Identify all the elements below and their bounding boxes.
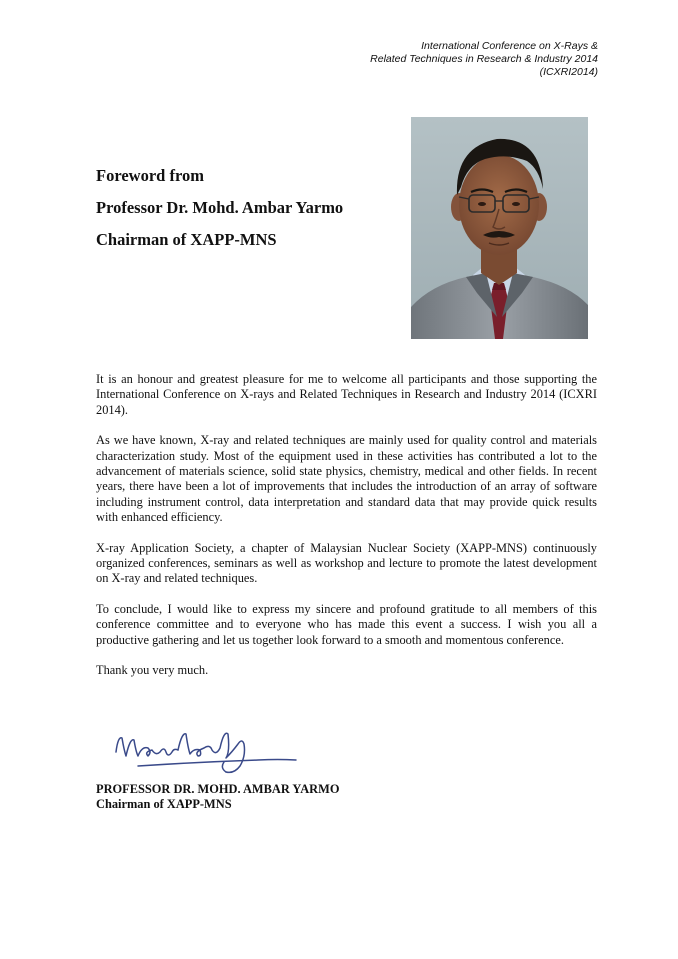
handwritten-signature xyxy=(108,722,303,776)
closing-role: Chairman of XAPP-MNS xyxy=(96,797,232,811)
body-paragraph-1: It is an honour and greatest pleasure for me to welcome all participants and those supporting the International Conference on X-rays and Related Techniques in Research and Industry 2014 (ICXRI 2014). xyxy=(96,372,597,417)
foreword-title xyxy=(96,160,396,256)
body-paragraph-4: To conclude, I would like to express my sincere and profound gratitude to all members of this conference committee and to everyone who has made this event a success. I wish you all a productive gathering and let us together look forward to a smooth and momentous conference. xyxy=(96,601,597,647)
closing-signature-block xyxy=(96,782,496,812)
title-line-name: Professor Dr. Mohd. Ambar Yarmo xyxy=(96,198,344,217)
title-line-role: Chairman of XAPP-MNS xyxy=(96,230,277,249)
running-header xyxy=(198,40,598,79)
closing-name: PROFESSOR DR. MOHD. AMBAR YARMO xyxy=(96,782,340,796)
header-line-2: Related Techniques in Research & Industry 2014 xyxy=(370,53,598,65)
header-line-3: (ICXRI2014) xyxy=(539,66,598,78)
thanks-line: Thank you very much. xyxy=(96,663,209,678)
body-paragraph-3: X-ray Application Society, a chapter of Malaysian Nuclear Society (XAPP-MNS) continuously organized conferences, seminars as well as workshop and lecture to promote the latest development on X-ray and related techniques. xyxy=(96,540,597,586)
portrait-photo xyxy=(411,117,588,339)
header-line-1: International Conference on X-Rays & xyxy=(421,40,598,52)
body-paragraph-2: As we have known, X-ray and related techniques are mainly used for quality control and materials characterization study. Most of the equipment used in these activities has contributed a lot to the advancement of materials science, solid state physics, chemistry, medical and other fields. In recent years, there have been a lot of improvements that includes the introduction of an array of software including instrument control, data interpretation and standard data that may provide quick results with enhanced efficiency. xyxy=(96,433,597,525)
foreword-body xyxy=(96,372,597,694)
title-line-foreword: Foreword from xyxy=(96,166,204,185)
